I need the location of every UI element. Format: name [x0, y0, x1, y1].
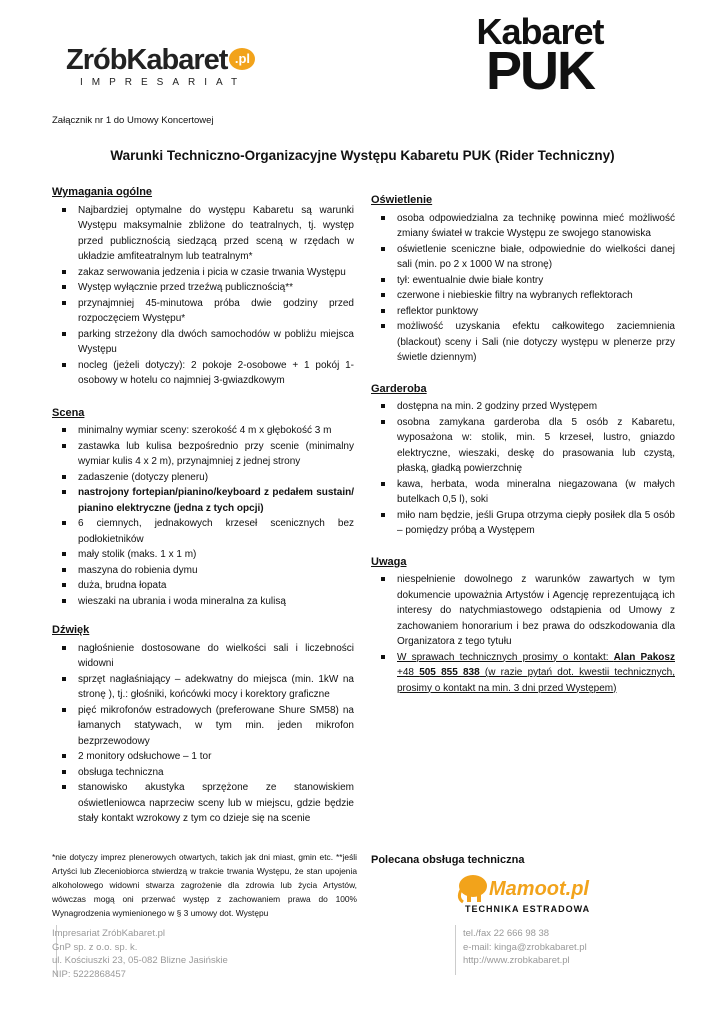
recommended-title: Polecana obsługa techniczna: [371, 854, 525, 866]
annex-note: Załącznik nr 1 do Umowy Koncertowej: [52, 115, 214, 126]
section-dressing-room: [371, 382, 675, 539]
logo-brand-text: Mamoot.pl: [489, 878, 589, 900]
left-column: [52, 185, 354, 827]
list-item: mały stolik (maks. 1 x 1 m): [52, 547, 354, 563]
bullet-list: [52, 203, 354, 389]
mamoot-logo: [453, 868, 593, 916]
list-item: zastawka lub kulisa bezpośrednio przy scenie (minimalny wymiar kulis 4 x 2 m), przynajmniej z jednej strony: [52, 439, 354, 470]
section-heading: Wymagania ogólne: [52, 186, 153, 198]
footer-website[interactable]: http://www.zrobkabaret.pl: [463, 955, 570, 966]
section-sound: [52, 623, 354, 827]
list-item: parking strzeżony dla dwóch samochodów w pobliżu miejsca Występu: [52, 327, 354, 358]
list-item: miło nam będzie, jeśli Grupa otrzyma ciepły posiłek dla 5 osób – pomiędzy próbą a Występem: [371, 508, 675, 539]
contact-phone-prefix: +48: [397, 667, 420, 678]
list-item: nocleg (jeżeli dotyczy): 2 pokoje 2-osobowe + 1 pokój 1-osobowy w hotelu co najmniej 3-gwiazdkowym: [52, 358, 354, 389]
section-heading: Garderoba: [371, 382, 427, 395]
zrobkabaret-logo: [66, 44, 255, 88]
section-heading: Scena: [52, 406, 85, 419]
list-item: stanowisko akustyka sprzężone ze stanowiskiem oświetleniowca naprzeciw sceny lub w miejscu, gdzie będzie stały kontakt wzrokowy z tym co dzieje się na scenie: [52, 780, 354, 827]
contact-item: [371, 650, 675, 697]
contact-name: Alan Pakosz: [613, 651, 675, 663]
list-item: Występ wyłącznie przed trzeźwą publicznością**: [52, 280, 354, 296]
list-item: maszyna do robienia dymu: [52, 563, 354, 579]
footer-company: [52, 927, 228, 981]
list-item: osobna zamykana garderoba dla 5 osób z Kabaretu, wyposażona w: stolik, min. 5 krzeseł, lustro, gniazdo elektryczne, wieszaki, deskę do prasowania lub czystą, płaską, gładką powierzchnię: [371, 415, 675, 477]
contact-suffix: (w razie pytań dot. kwestii technicznych, prosimy o kontakt na min. 3 dni przed Występem): [397, 667, 675, 694]
list-item: możliwość uzyskania efektu całkowitego zaciemnienia (blackout) sceny i Sali (nie dotyczy występu w plenerze przy świetle dziennym): [371, 319, 675, 366]
bullet-list: [371, 399, 675, 539]
list-item: oświetlenie sceniczne białe, odpowiednie do wielkości danej sali (min. po 2 x 1000 W na stronę): [371, 242, 675, 273]
list-item: pięć mikrofonów estradowych (preferowane Shure SM58) na łamanych statywach, w tym min. jeden mikrofon bezprzewodowy: [52, 703, 354, 750]
document-title: Warunki Techniczno-Organizacyjne Występu Kabaretu PUK (Rider Techniczny): [110, 148, 615, 163]
list-item: 6 ciemnych, jednakowych krzeseł scenicznych bez podłokietników: [52, 516, 354, 547]
list-item: dostępna na min. 2 godziny przed Występem: [371, 399, 675, 415]
footer-divider: [455, 925, 456, 975]
list-item: niespełnienie dowolnego z warunków zawartych w tym dokumencie upoważnia Artystów i Agencję reprezentującą ich interesy do natychmiastowego odstąpienia od Umowy z zachowaniem honorarium i bez prawa do odszkodowania dla Organizatora z tego tytułu: [371, 572, 675, 650]
section-stage: [52, 406, 354, 610]
bullet-list: [371, 211, 675, 366]
list-item: duża, brudna łopata: [52, 578, 354, 594]
contact-prefix: W sprawach technicznych prosimy o kontakt:: [397, 651, 614, 663]
bullet-list: [371, 572, 675, 696]
list-item: osoba odpowiedzialna za technikę powinna mieć możliwość zmiany świateł w trakcie Występu ze swojego stanowiska: [371, 211, 675, 242]
list-item: zadaszenie (dotyczy pleneru): [52, 470, 354, 486]
list-item: czerwone i niebieskie filtry na wybranych reflektorach: [371, 288, 675, 304]
list-item: tył: ewentualnie dwie białe kontry: [371, 273, 675, 289]
logo-brand-text: ZróbKabaret: [66, 44, 228, 76]
section-heading: Oświetlenie: [371, 194, 433, 206]
contact-phone[interactable]: 505 855 838: [419, 667, 480, 678]
footer-line: ul. Kościuszki 23, 05-082 Blizne Jasińskie: [52, 955, 228, 966]
footer-line: GnP sp. z o.o. sp. k.: [52, 941, 138, 953]
list-item: przynajmniej 45-minutowa próba dwie godziny przed rozpoczęciem Występu*: [52, 296, 354, 327]
logo-subtitle: IMPRESARIAT: [80, 77, 247, 88]
footnote: *nie dotyczy imprez plenerowych otwartych, takich jak dni miast, gmin etc. **jeśli Artyści lub Zleceniobiorca stwierdzą w trakcie trwania Występu, że stan upojenia alkoholowego widowni stwarza zagrożenie dla zdrowia lub życia Artystów, wówczas mogą oni przerwać występ z zachowaniem prawa do 100% Wynagrodzenia wymienionego w § 3 umowy dot. Występu: [52, 852, 357, 918]
list-item: Najbardziej optymalne do występu Kabaretu są warunki Występu maksymalnie zbliżone do teatralnych, tj. występ przed publicznością siedzącą przed sceną w rzędach w układzie amfiteatralnym lub teatralnym*: [52, 203, 354, 265]
list-item: wieszaki na ubrania i woda mineralna za kulisą: [52, 594, 354, 610]
list-item: kawa, herbata, woda mineralna niegazowana (w małych butelkach 0,5 l), soki: [371, 477, 675, 508]
section-general: [52, 185, 354, 389]
footer-contact: [463, 927, 587, 968]
list-item: sprzęt nagłaśniający – adekwatny do miejsca (min. 1kW na stronę ), tj.: głośniki, końcówki mocy i korektory graficzne: [52, 672, 354, 703]
list-item: minimalny wymiar sceny: szerokość 4 m x głębokość 3 m: [52, 423, 354, 439]
logo-pl-badge: .pl: [229, 48, 255, 70]
kabaret-puk-logo: [470, 11, 610, 101]
logo-puk-line1: Kabaret: [476, 11, 604, 52]
list-item: 2 monitory odsłuchowe – 1 tor: [52, 749, 354, 765]
list-item: zakaz serwowania jedzenia i picia w czasie trwania Występu: [52, 265, 354, 281]
logo-puk-line2: PUK: [485, 41, 594, 101]
bullet-list: [52, 641, 354, 827]
list-item: nastrojony fortepian/pianino/keyboard z pedałem sustain/ pianino elektryczne (jedna z tych opcji): [52, 485, 354, 516]
section-lighting: [371, 193, 675, 366]
footer-email[interactable]: e-mail: kinga@zrobkabaret.pl: [463, 941, 587, 953]
logo-sub-text: TECHNIKA ESTRADOWA: [465, 904, 591, 914]
right-column: [371, 193, 675, 696]
mamoot-logo-graphic: [453, 868, 593, 916]
footer-line: NIP: 5222868457: [52, 968, 126, 980]
footer-phone: tel./fax 22 666 98 38: [463, 928, 550, 939]
list-item: obsługa techniczna: [52, 765, 354, 781]
list-item: nagłośnienie dostosowane do wielkości sali i liczebności widowni: [52, 641, 354, 672]
footer-line: Impresariat ZróbKabaret.pl: [52, 928, 165, 939]
section-notice: [371, 555, 675, 697]
section-heading: Uwaga: [371, 555, 407, 568]
list-item: reflektor punktowy: [371, 304, 675, 320]
section-heading: Dźwięk: [52, 624, 90, 636]
bullet-list: [52, 423, 354, 609]
